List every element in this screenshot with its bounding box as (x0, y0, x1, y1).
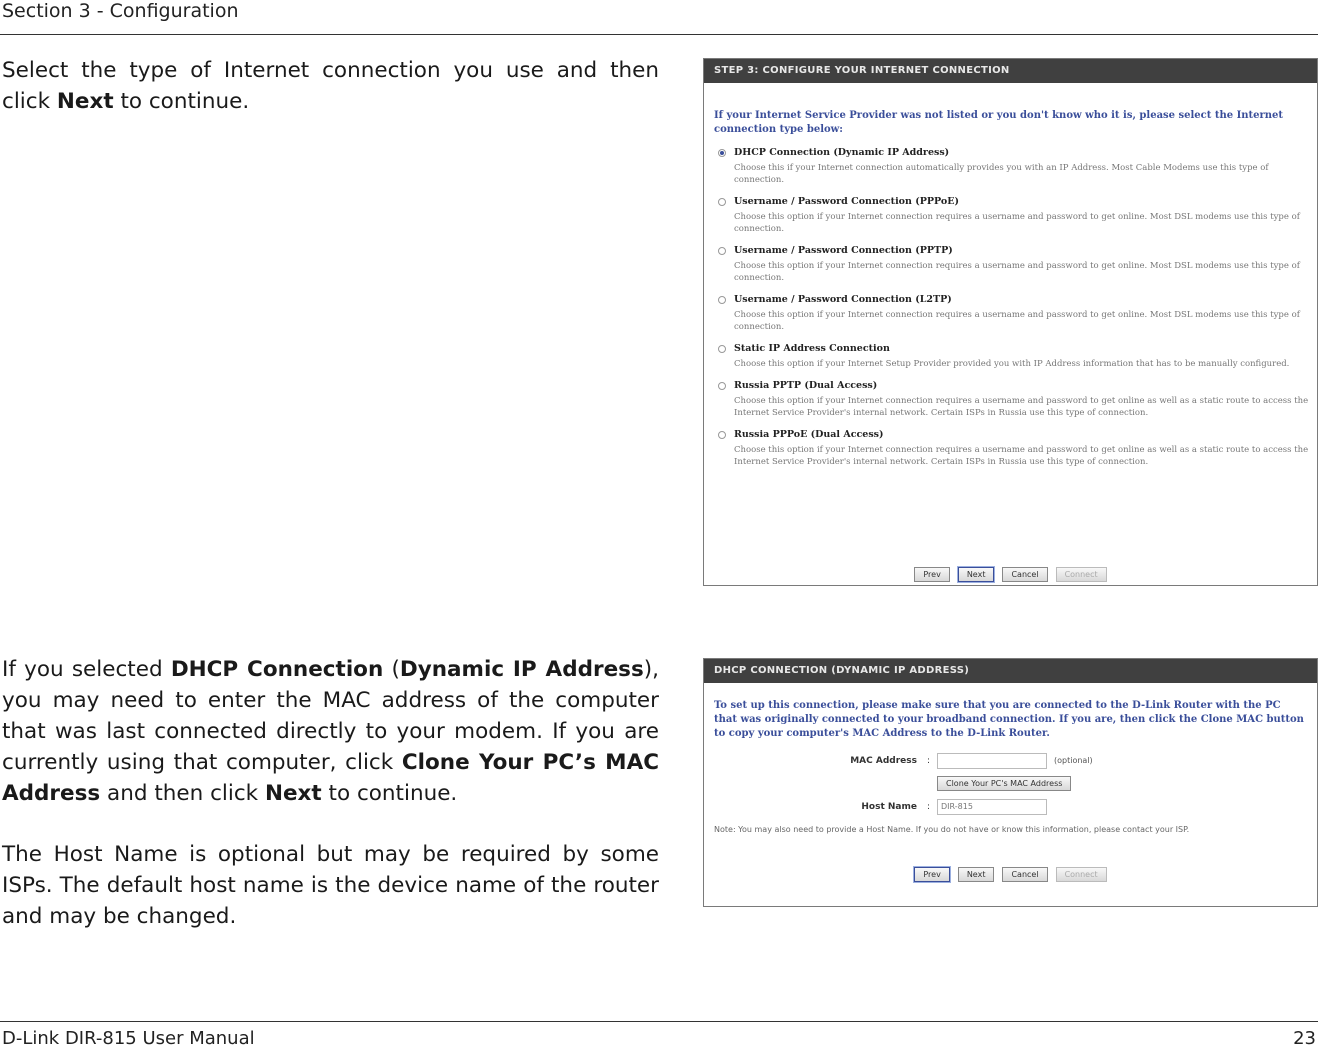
host-name-input[interactable]: DIR-815 (937, 799, 1047, 815)
mac-optional-hint: (optional) (1054, 756, 1093, 765)
clone-mac-button[interactable]: Clone Your PC's MAC Address (937, 776, 1071, 791)
connection-options (704, 147, 1317, 468)
option-description: Choose this option if your Internet connection requires a username and password to get online. Most DSL modems use this type of connection. (734, 212, 1300, 234)
option-title: Russia PPTP (Dual Access) (734, 380, 878, 391)
bottom-divider (0, 1021, 1318, 1022)
prev-button[interactable]: Prev (914, 567, 949, 582)
intro-paragraph: Select the type of Internet connection you use and then click Next to continue. (2, 58, 659, 114)
cancel-button[interactable]: Cancel (1002, 567, 1047, 582)
wizard-screenshot (703, 58, 1318, 586)
option-description: Choose this option if your Internet Setup Provider provided you with IP Address information that has to be manually configured. (734, 359, 1290, 369)
dhcp-prev-button[interactable]: Prev (914, 867, 949, 882)
wizard-buttons (704, 567, 1317, 582)
radio-button[interactable] (718, 345, 726, 353)
mac-colon: : (927, 756, 931, 766)
dhcp-screenshot (703, 658, 1318, 907)
option-description: Choose this option if your Internet connection requires a username and password to get online as well as a static route to access the Internet Service Provider's internal network. Certain ISPs in Russia use this type of connection. (734, 445, 1309, 467)
connection-option[interactable] (704, 343, 1317, 370)
option-title: Username / Password Connection (PPTP) (734, 245, 953, 256)
option-description: Choose this if your Internet connection automatically provides you with an IP Address. Most Cable Modems use this type of connection. (734, 163, 1269, 185)
host-colon: : (927, 802, 931, 812)
option-title: Username / Password Connection (PPPoE) (734, 196, 959, 207)
wizard-title: STEP 3: CONFIGURE YOUR INTERNET CONNECTION (704, 59, 1317, 83)
radio-button[interactable] (718, 247, 726, 255)
option-title: Static IP Address Connection (734, 343, 890, 354)
dhcp-cancel-button[interactable]: Cancel (1002, 867, 1047, 882)
radio-button[interactable] (718, 382, 726, 390)
connection-option[interactable] (704, 294, 1317, 333)
next-button[interactable]: Next (958, 567, 995, 582)
top-divider (0, 34, 1318, 35)
dhcp-connect-button[interactable]: Connect (1056, 867, 1107, 882)
radio-button[interactable] (718, 431, 726, 439)
dhcp-note: Note: You may also need to provide a Host Name. If you do not have or know this information, please contact your ISP. (714, 825, 1190, 834)
section-header: Section 3 - Configuration (2, 0, 239, 22)
option-description: Choose this option if your Internet connection requires a username and password to get online. Most DSL modems use this type of connection. (734, 310, 1300, 332)
option-title: DHCP Connection (Dynamic IP Address) (734, 147, 950, 158)
footer-manual-title: D-Link DIR-815 User Manual (2, 1028, 255, 1049)
dhcp-title: DHCP CONNECTION (DYNAMIC IP ADDRESS) (704, 659, 1317, 683)
connection-option[interactable] (704, 380, 1317, 419)
option-description: Choose this option if your Internet connection requires a username and password to get online. Most DSL modems use this type of connection. (734, 261, 1300, 283)
hostname-paragraph: The Host Name is optional but may be required by some ISPs. The default host name is the device name of the router and may be changed. (2, 842, 659, 929)
option-description: Choose this option if your Internet connection requires a username and password to get online as well as a static route to access the Internet Service Provider's internal network. Certain ISPs in Russia use this type of connection. (734, 396, 1309, 418)
connection-option[interactable] (704, 245, 1317, 284)
connection-option[interactable] (704, 196, 1317, 235)
mac-address-label: MAC Address (850, 756, 917, 766)
option-title: Russia PPPoE (Dual Access) (734, 429, 884, 440)
host-name-label: Host Name (861, 802, 917, 812)
page-number: 23 (1293, 1028, 1316, 1049)
dhcp-next-button[interactable]: Next (958, 867, 995, 882)
connect-button[interactable]: Connect (1056, 567, 1107, 582)
radio-button[interactable] (718, 149, 726, 157)
radio-button[interactable] (718, 296, 726, 304)
radio-button[interactable] (718, 198, 726, 206)
wizard-intro: If your Internet Service Provider was not listed or you don't know who it is, please select the Internet connection type below: (714, 110, 1284, 135)
dhcp-intro: To set up this connection, please make sure that you are connected to the D-Link Router with the PC that was originally connected to your broadband connection. If you are, then click the Clone MAC button to copy your computer's MAC Address to the D-Link Router. (714, 700, 1304, 739)
dhcp-paragraph: If you selected DHCP Connection (Dynamic IP Address), you may need to enter the MAC address of the computer that was last connected directly to your modem. If you are currently using that computer, click Clone Your PC’s MAC Address and then click Next to continue. (2, 657, 659, 806)
connection-option[interactable] (704, 147, 1317, 186)
connection-option[interactable] (704, 429, 1317, 468)
option-title: Username / Password Connection (L2TP) (734, 294, 952, 305)
dhcp-buttons (704, 867, 1317, 882)
mac-address-input[interactable] (937, 753, 1047, 769)
